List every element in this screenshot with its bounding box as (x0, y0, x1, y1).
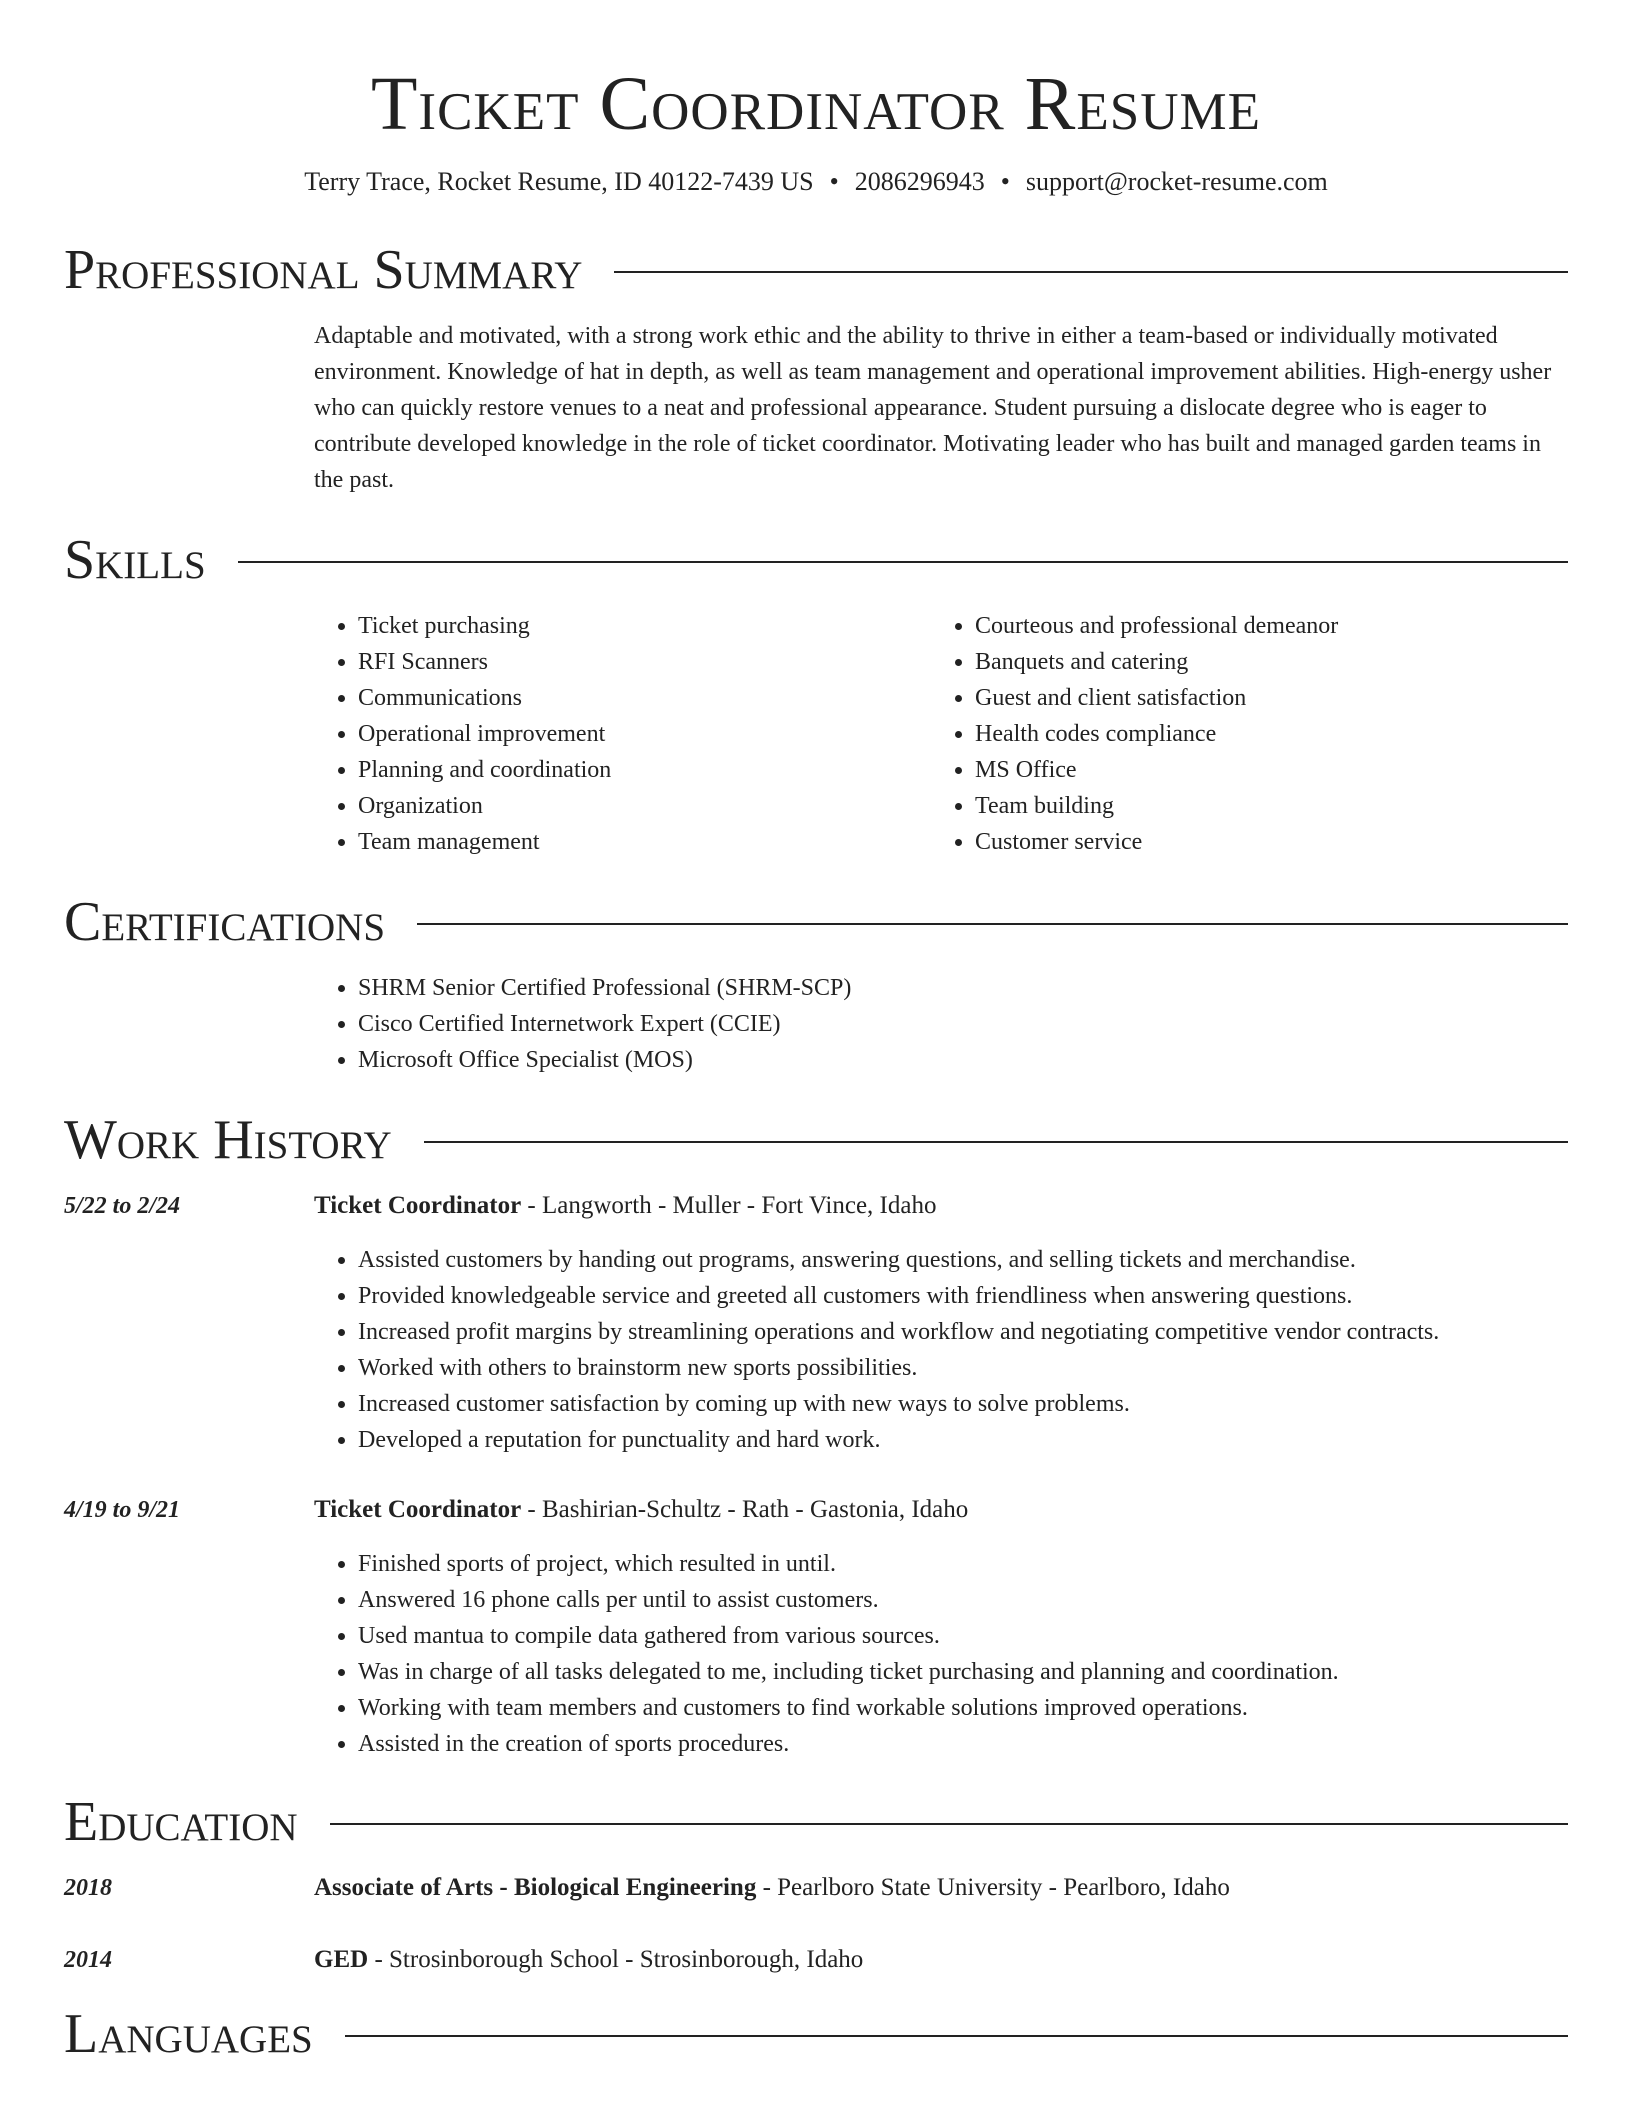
work-bullet: • Increased customer satisfaction by coming up with new ways to solve problems. (358, 1386, 1568, 1422)
skills-column-left (314, 608, 931, 860)
work-bullet: • Developed a reputation for punctuality and hard work. (358, 1422, 1568, 1458)
job-title: Ticket Coordinator (314, 1496, 522, 1523)
contact-email[interactable]: support@rocket-resume.com (1025, 167, 1328, 196)
certification-item: • Cisco Certified Internetwork Expert (CCIE) (358, 1006, 1632, 1042)
skill-item: • Team management (358, 824, 931, 860)
skill-item: • Ticket purchasing (358, 608, 931, 644)
section-divider (424, 1141, 1568, 1143)
work-entry (64, 1188, 1568, 1458)
section-work-header (64, 1110, 1568, 1170)
section-divider (614, 271, 1568, 273)
education-headline (314, 1942, 1568, 1978)
skill-item: • Team building (975, 788, 1548, 824)
skill-item: • Planning and coordination (358, 752, 931, 788)
section-divider (345, 2035, 1568, 2037)
contact-separator: • (1000, 167, 1010, 196)
skill-item: • Health codes compliance (975, 716, 1548, 752)
work-entry-body (314, 1188, 1568, 1458)
skill-item: • RFI Scanners (358, 644, 931, 680)
work-bullet: • Worked with others to brainstorm new sports possibilities. (358, 1350, 1568, 1386)
education-entry-body (314, 1870, 1568, 1906)
section-heading: Education (64, 1791, 298, 1853)
skill-item: • MS Office (975, 752, 1548, 788)
school-detail: - Strosinborough School - Strosinborough, Idaho (368, 1946, 864, 1973)
skills-column-right (931, 608, 1548, 860)
section-heading: Skills (64, 529, 206, 591)
skill-item: • Guest and client satisfaction (975, 680, 1548, 716)
education-headline (314, 1870, 1568, 1906)
section-skills-header (64, 530, 1568, 590)
section-certifications-header (64, 892, 1568, 952)
work-entry-body (314, 1492, 1568, 1762)
skill-item: • Banquets and catering (975, 644, 1548, 680)
work-headline (314, 1188, 1568, 1224)
skill-item: • Operational improvement (358, 716, 931, 752)
job-employer: - Langworth - Muller - Fort Vince, Idaho (521, 1192, 937, 1219)
work-bullet: • Increased profit margins by streamlining operations and workflow and negotiating competitive vendor contracts. (358, 1314, 1568, 1350)
section-heading: Work History (64, 1109, 392, 1171)
section-heading: Languages (64, 2003, 313, 2065)
certification-item: • Microsoft Office Specialist (MOS) (358, 1042, 1632, 1078)
job-title: Ticket Coordinator (314, 1192, 522, 1219)
section-divider (238, 561, 1568, 563)
work-bullet: • Was in charge of all tasks delegated to me, including ticket purchasing and planning and coordination. (358, 1654, 1568, 1690)
summary-text: Adaptable and motivated, with a strong work ethic and the ability to thrive in either a team-based or individually motivated environment. Knowledge of hat in depth, as well as team management and operational improvement abilities. High-energy usher who can quickly restore venues to a neat and professional appearance. Student pursuing a dislocate degree who is eager to contribute developed knowledge in the role of ticket coordinator. Motivating leader who has built and managed garden teams in the past. (314, 323, 1552, 493)
school-detail: - Pearlboro State University - Pearlboro, Idaho (756, 1874, 1230, 1901)
skills-grid (314, 608, 1632, 860)
section-education-header (64, 1792, 1568, 1852)
skill-item: • Communications (358, 680, 931, 716)
work-bullet: • Working with team members and customers to find workable solutions improved operations. (358, 1690, 1568, 1726)
work-bullet: • Finished sports of project, which resulted in until. (358, 1546, 1568, 1582)
work-headline (314, 1492, 1568, 1528)
contact-line (0, 166, 1632, 198)
work-entry (64, 1492, 1568, 1762)
work-dates: 4/19 to 9/21 (64, 1497, 181, 1523)
section-divider (417, 923, 1568, 925)
section-heading: Professional Summary (64, 239, 583, 301)
degree-title: Associate of Arts - Biological Engineering (314, 1874, 757, 1901)
degree-title: GED (314, 1946, 369, 1973)
education-year: 2018 (64, 1875, 112, 1901)
work-bullet: • Answered 16 phone calls per until to assist customers. (358, 1582, 1568, 1618)
work-bullet: • Used mantua to compile data gathered from various sources. (358, 1618, 1568, 1654)
work-bullet: • Provided knowledgeable service and greeted all customers with friendliness when answering questions. (358, 1278, 1568, 1314)
section-languages-header (64, 2004, 1568, 2064)
certifications-list (314, 970, 1632, 1078)
page-title: Ticket Coordinator Resume (371, 62, 1261, 146)
skill-item: • Courteous and professional demeanor (975, 608, 1548, 644)
job-employer: - Bashirian-Schultz - Rath - Gastonia, Idaho (521, 1496, 969, 1523)
contact-address: Terry Trace, Rocket Resume, ID 40122-7439 US (304, 167, 814, 196)
skill-item: • Customer service (975, 824, 1548, 860)
contact-separator: • (829, 167, 839, 196)
certification-item: • SHRM Senior Certified Professional (SHRM-SCP) (358, 970, 1632, 1006)
education-entry (64, 1942, 1568, 1978)
skill-item: • Organization (358, 788, 931, 824)
work-bullet: • Assisted customers by handing out programs, answering questions, and selling tickets and merchandise. (358, 1242, 1568, 1278)
education-entry-body (314, 1942, 1568, 1978)
section-divider (330, 1823, 1568, 1825)
section-heading: Certifications (64, 891, 386, 953)
work-dates: 5/22 to 2/24 (64, 1193, 181, 1219)
section-summary-header (64, 240, 1568, 300)
contact-phone: 2086296943 (854, 167, 985, 196)
education-year: 2014 (64, 1947, 112, 1973)
education-entry (64, 1870, 1568, 1906)
work-bullet: • Assisted in the creation of sports procedures. (358, 1726, 1568, 1762)
